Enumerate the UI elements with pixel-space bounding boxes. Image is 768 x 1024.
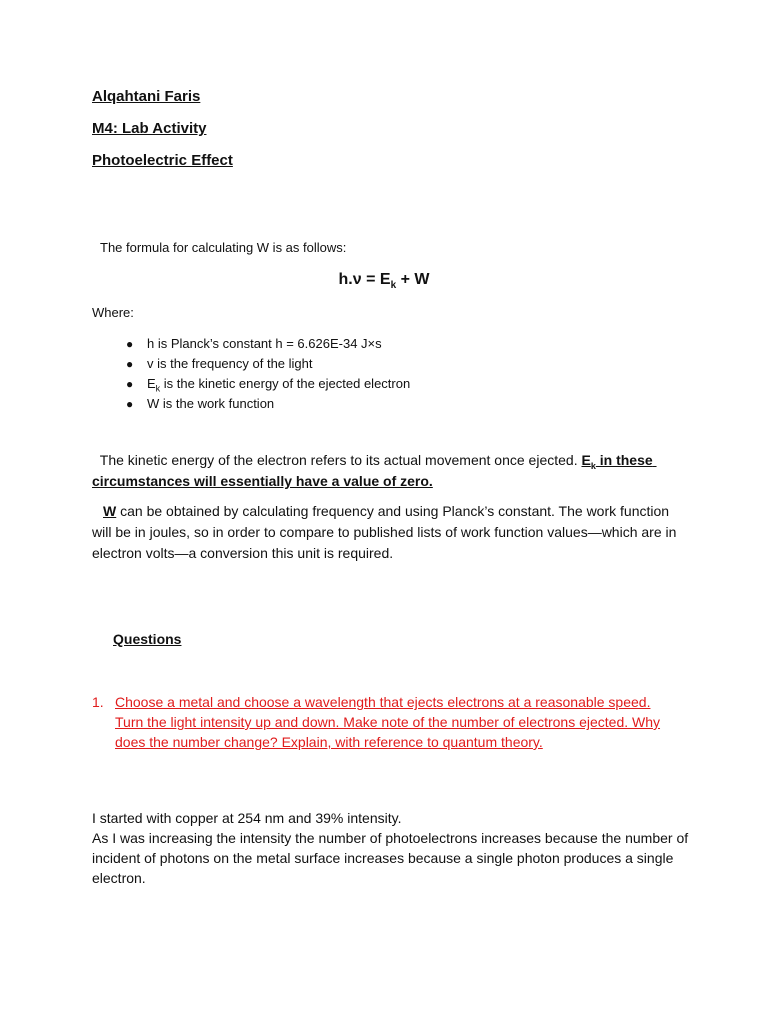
definition-list [92, 334, 410, 414]
author-name: Alqahtani Faris [92, 88, 201, 105]
bullet-icon: ● [126, 337, 134, 351]
formula-lhs: h.ν = E [338, 271, 391, 288]
bullet-icon: ● [126, 357, 134, 371]
question-number: 1. [92, 694, 104, 710]
definition-text: h is Planck’s constant h = 6.626E-34 J×s [147, 336, 382, 351]
formula [0, 271, 768, 292]
answer-block [92, 808, 692, 888]
definition-text: W is the work function [147, 396, 275, 411]
definition-item [92, 334, 410, 354]
bullet-icon: ● [126, 397, 134, 411]
questions-heading: Questions [113, 631, 182, 647]
emphasis-text: in these circumstances will essentially have a value of zero. [92, 452, 657, 489]
document-title: Photoelectric Effect [92, 152, 233, 169]
answer-line-1: I started with copper at 254 nm and 39% intensity. [92, 810, 402, 826]
definition-text-post: is the kinetic energy of the ejected electron [160, 376, 411, 391]
emphasis-symbol: E [581, 452, 591, 468]
module-label: M4: Lab Activity [92, 120, 207, 137]
question-text: Choose a metal and choose a wavelength that ejects electrons at a reasonable speed. Turn the light intensity up and down. Make note of the number of electrons ejected. Why does the number change? Explain, with reference to quantum theory. [115, 694, 661, 750]
formula-rhs: + W [396, 271, 430, 288]
definition-item [92, 354, 410, 374]
definition-text: v is the frequency of the light [147, 356, 313, 371]
definition-text: E [147, 376, 156, 391]
definition-item [92, 394, 410, 414]
kinetic-energy-paragraph [92, 450, 692, 492]
where-label: Where: [92, 305, 134, 320]
formula-subscript: k [390, 280, 397, 292]
answer-line-2: As I was increasing the intensity the number of photoelectrons increases because the number of incident of photons on the metal surface increases because a single photon produces a single electron. [92, 830, 689, 886]
formula-intro: The formula for calculating W is as follows: [100, 240, 347, 255]
definition-sub: k [155, 383, 161, 394]
paragraph-text: can be obtained by calculating frequency and using Planck’s constant. The work function will be in joules, so in order to compare to published lists of work function values—which are in electron volts—a conversion this unit is required. [92, 503, 677, 561]
paragraph-text: The kinetic energy of the electron refers to its actual movement once ejected. [92, 452, 582, 468]
work-function-symbol: W [103, 503, 117, 519]
bullet-icon: ● [126, 377, 134, 391]
emphasis-subscript: k [590, 460, 596, 471]
definition-item [92, 374, 410, 394]
work-function-paragraph [92, 501, 692, 564]
